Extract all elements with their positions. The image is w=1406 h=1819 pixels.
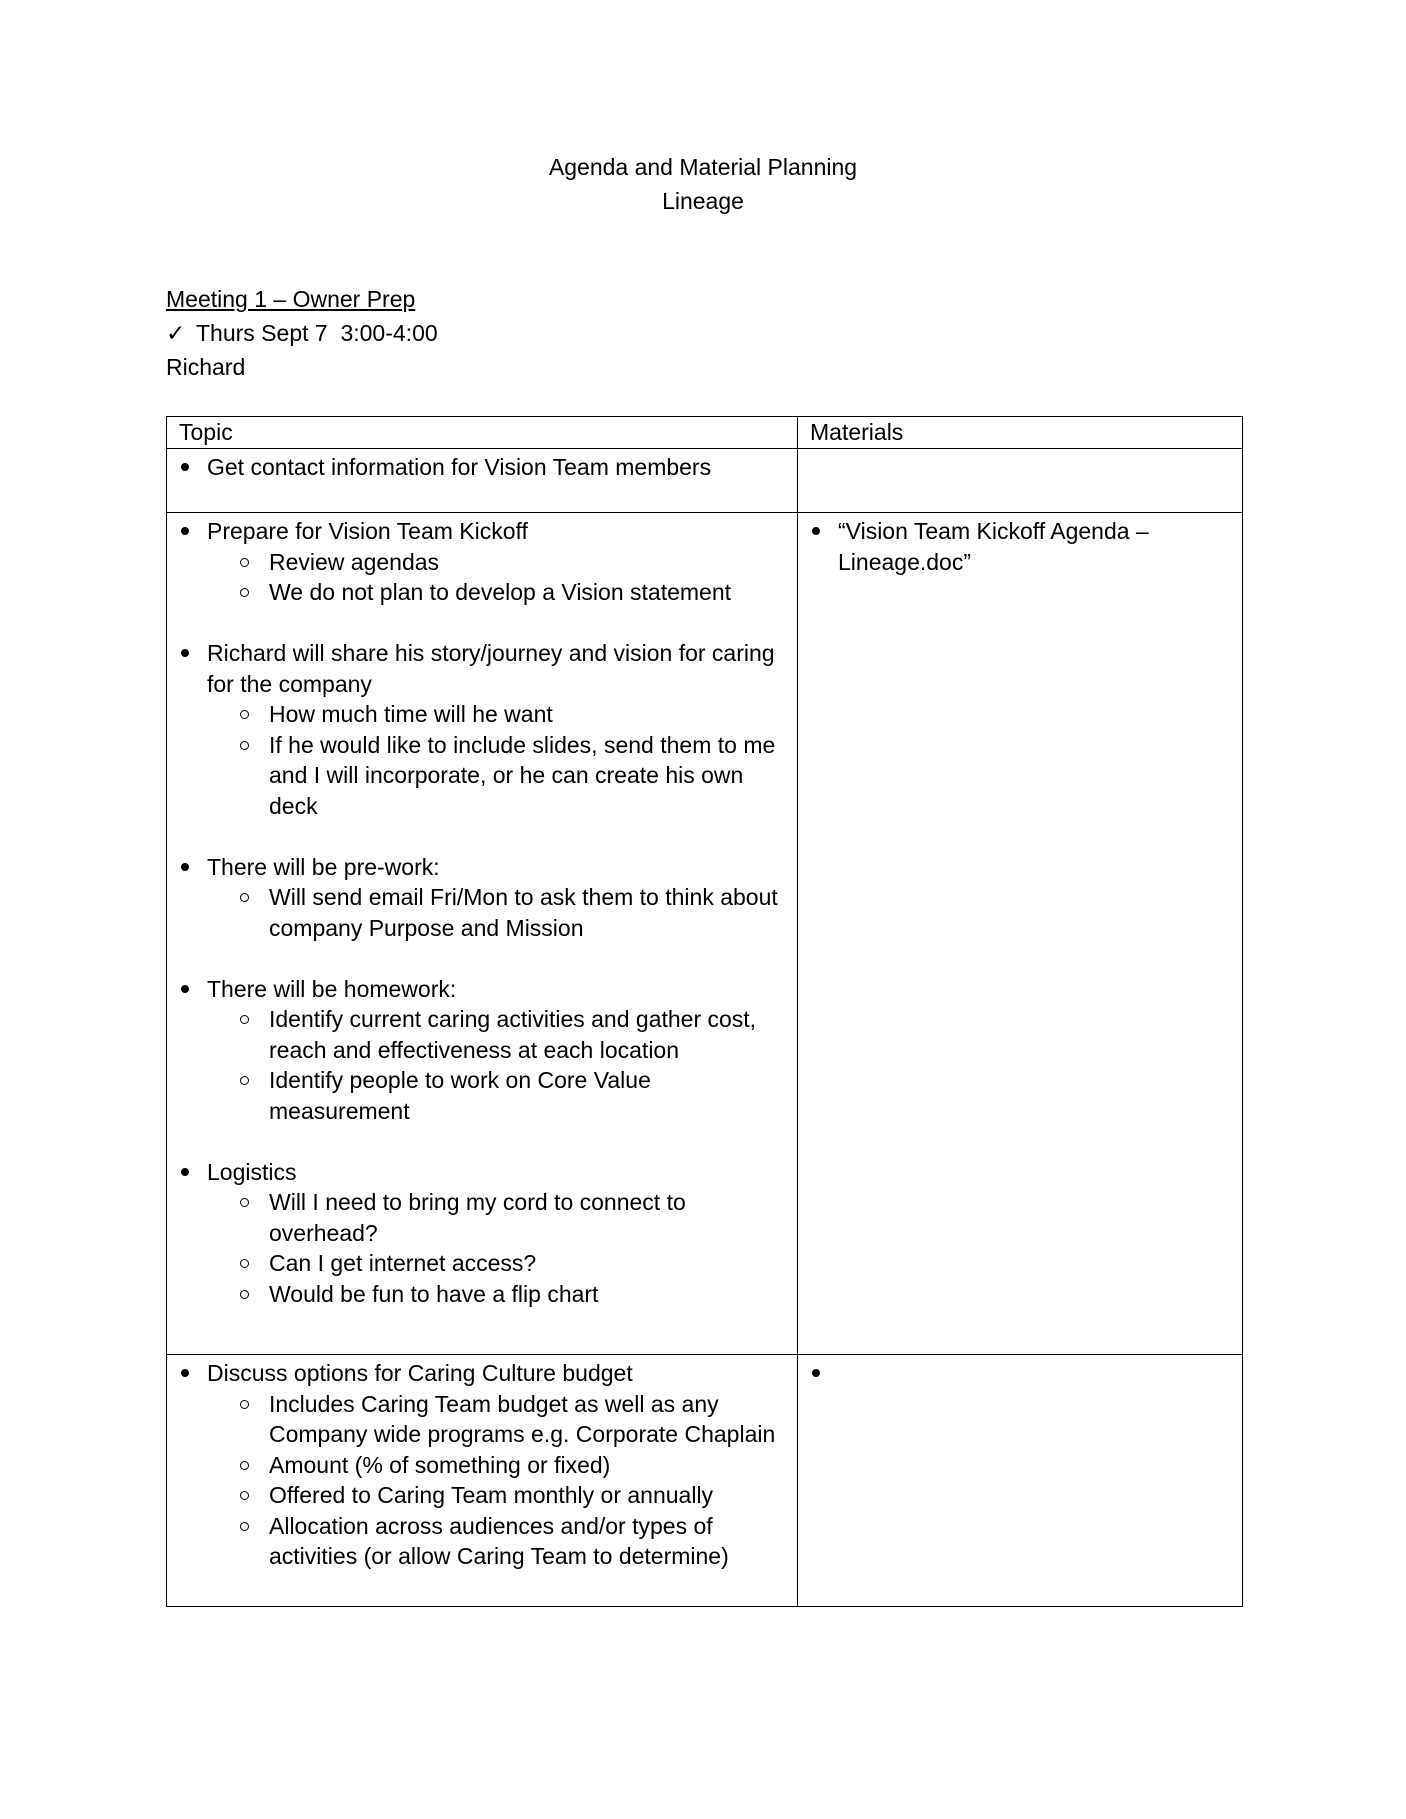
table-row [167, 449, 1243, 513]
sub-topic-item: Identify current caring activities and gather cost, reach and effectiveness at each location [269, 1004, 787, 1065]
sub-topic-list [207, 1004, 787, 1126]
topic-cell [167, 513, 798, 1355]
meeting-attendee: Richard [166, 354, 246, 380]
sub-topic-item: Review agendas [269, 547, 787, 578]
table-row [167, 513, 1243, 1355]
topic-list [179, 452, 787, 483]
sub-topic-item: Can I get internet access? [269, 1248, 787, 1279]
materials-cell [798, 513, 1243, 1355]
column-header-materials: Materials [798, 417, 1243, 449]
sub-topic-list [207, 882, 787, 943]
topic-item: Prepare for Vision Team Kickoff Review agendas We do not plan to develop a Vision statement [179, 516, 787, 608]
material-item: “Vision Team Kickoff Agenda – Lineage.doc” [810, 516, 1232, 577]
topic-list [179, 516, 787, 1309]
meeting-info [166, 282, 438, 384]
sub-topic-item: Would be fun to have a flip chart [269, 1279, 787, 1310]
sub-topic-item: We do not plan to develop a Vision statement [269, 577, 787, 608]
sub-topic-item: Identify people to work on Core Value measurement [269, 1065, 787, 1126]
topic-cell [167, 1355, 798, 1607]
meeting-datetime-line [166, 316, 438, 350]
checkmark-icon: ✓ [166, 320, 186, 346]
topic-item: Discuss options for Caring Culture budget Includes Caring Team budget as well as any Company wide programs e.g. Corporate Chaplain Amount (% of something or fixed) Offered to Caring Team monthly or annually Allocation across audiences and/or types of activities (or allow Caring Team to determine) [179, 1358, 787, 1572]
topic-item: Logistics Will I need to bring my cord to connect to overhead? Can I get internet access? Would be fun to have a flip chart [179, 1157, 787, 1310]
table-header-row [167, 417, 1243, 449]
sub-topic-item: Amount (% of something or fixed) [269, 1450, 787, 1481]
sub-topic-list [207, 1187, 787, 1309]
materials-list [810, 516, 1232, 577]
sub-topic-item: If he would like to include slides, send them to me and I will incorporate, or he can create his own deck [269, 730, 787, 822]
sub-topic-list [207, 699, 787, 821]
sub-topic-list [207, 1389, 787, 1572]
sub-topic-item: Will send email Fri/Mon to ask them to think about company Purpose and Mission [269, 882, 787, 943]
sub-topic-list [207, 547, 787, 608]
sub-topic-item: Offered to Caring Team monthly or annually [269, 1480, 787, 1511]
material-item [810, 1358, 1232, 1389]
materials-cell [798, 1355, 1243, 1607]
document-subtitle: Lineage [662, 188, 744, 214]
topic-item: There will be homework: Identify current caring activities and gather cost, reach and effectiveness at each location Identify people to work on Core Value measurement [179, 974, 787, 1127]
topic-item: Richard will share his story/journey and vision for caring for the company How much time will he want If he would like to include slides, send them to me and I will incorporate, or he can create his own deck [179, 638, 787, 821]
topic-cell [167, 449, 798, 513]
sub-topic-item: How much time will he want [269, 699, 787, 730]
document-header [0, 150, 1406, 218]
materials-cell [798, 449, 1243, 513]
topic-list [179, 1358, 787, 1572]
sub-topic-item: Allocation across audiences and/or types of activities (or allow Caring Team to determine) [269, 1511, 787, 1572]
materials-list [810, 1358, 1232, 1389]
meeting-title: Meeting 1 – Owner Prep [166, 286, 416, 312]
document-title: Agenda and Material Planning [548, 154, 858, 180]
sub-topic-item: Will I need to bring my cord to connect to overhead? [269, 1187, 787, 1248]
agenda-table [166, 416, 1243, 1607]
topic-item: There will be pre-work: Will send email Fri/Mon to ask them to think about company Purpose and Mission [179, 852, 787, 944]
column-header-topic: Topic [167, 417, 798, 449]
sub-topic-item: Includes Caring Team budget as well as any Company wide programs e.g. Corporate Chaplain [269, 1389, 787, 1450]
topic-item: Get contact information for Vision Team members [179, 452, 787, 483]
meeting-datetime: Thurs Sept 7 3:00-4:00 [196, 320, 438, 346]
table-row [167, 1355, 1243, 1607]
